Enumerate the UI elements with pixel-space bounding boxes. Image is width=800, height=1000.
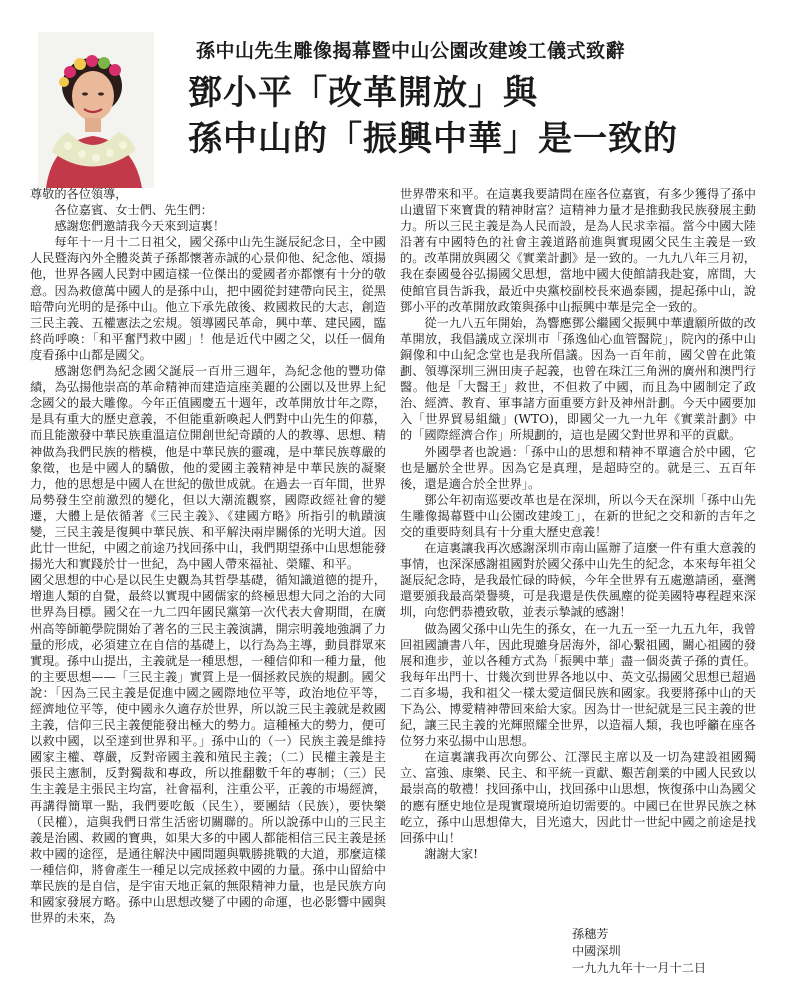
body-paragraph: 從一九八五年開始，為響應鄧公繼國父振興中華遺願所做的改革開放，我倡議成立深圳市「孫逸仙心血管醫院」，院內的孫中山銅像和中山紀念堂也是我所倡議。因為一百年前，國父曾在此策劃、領導深圳三洲田庚子起義，也曾在珠江三角洲的廣州和澳門行醫。他是「大醫王」救世，不但救了中國，而且為中國制定了政治、經濟、教育、軍事諸方面重要方針及神州計劃。今天中國要加入「世界貿易組織」(WTO)，即國父一九一九年《實業計劃》中的「國際經濟合作」所規劃的，這也是國父對世界和平的貢獻。 xyxy=(400,315,756,443)
body-paragraph: 世界帶來和平。在這裏我要請問在座各位嘉賓，有多少獲得了孫中山遺留下來寶貴的精神財富？這精神力量才是推動我民族發展主動力。所以三民主義是為人民而設，是為人民求幸福。當今中國大陸沿著有中國特色的社會主義道路前進與實現國父民生主義是一致的。改革開放與國父《實業計劃》是一致的。一九九八年三月初，我在泰國曼谷弘揚國父思想，當地中國大使館請我赴宴，席間，大使館官員告訴我，最近中央黨校副校長來過泰國，提起孫中山，說鄧小平的改革開放政策與孫中山振興中華是完全一致的。 xyxy=(400,187,756,314)
body-paragraph: 在這裏讓我再次感謝深圳市南山區辦了這麼一件有重大意義的事情，也深深感謝祖國對於國父孫中山先生的紀念，本來每年祖父誕辰紀念時，是我最忙碌的時候，今年全世界有五處邀請函，臺灣還要頒我最高榮譽獎，可是我還是佚佚風塵的從美國特專程趕來深圳，向您們恭禮致敬，並表示摯誠的感謝！ xyxy=(400,541,756,620)
body-paragraph: 感謝您們邀請我今天來到這裏！ xyxy=(54,219,226,234)
body-paragraph: 各位嘉賓、女士們、先生們： xyxy=(54,203,213,218)
author-portrait-photo xyxy=(38,32,154,188)
portrait-photo-icon xyxy=(38,32,154,188)
speech-occasion-heading: 孫中山先生雕像揭幕暨中山公園改建竣工儀式致辭 xyxy=(196,40,626,62)
body-paragraph: 感謝您們為紀念國父誕辰一百卅三週年，為紀念他的豐功偉績，為弘揚他崇高的革命精神而建造這座美麗的公園以及世界上紀念國父的最大雕像。今年正值國慶五十週年，改革開放廿年之際，是具有重大的歷史意義，不但能重新喚起人們對中山先生的仰慕，而且能激發中華民族重溫這位開創世紀奇蹟的人的教導、思想、精神做為我們民族的楷模，他是中華民族的靈魂，是中華民族尊嚴的象徵，也是中國人的驕傲，他的愛國主義精神是中華民族的凝聚力，他的思想是中國人在世紀的傲世成就。在過去一百年間，世界局勢發生空前激烈的變化，但以大潮流觀察，國際政經社會的變遷，大體上是依循著《三民主義》、《建國方略》所指引的軌蹟演變，三民主義是復興中華民族、和平解決兩岸關係的光明大道。因此廿一世紀，中國之前途乃找回孫中山，我們期望孫中山思想能發揚光大和實踐於廿一世紀，為中國人帶來福祉、榮耀、和平。 xyxy=(30,364,386,572)
body-paragraph: 每年十一月十二日祖父，國父孫中山先生誕辰紀念日，全中國人民暨海內外全體炎黃子孫都懷著赤誠的心景仰他、紀念他、頌揚他，世界各國人民對中國這樣一位傑出的愛國者亦都懷有十分的敬意。因為救億萬中國人的是孫中山，把中國從封建帶向民主，從黑暗帶向光明的是孫中山。他立下承先啟後、救國救民的大志，創造三民主義、五權憲法之宏規。領導國民革命，興中華、建民國，臨終尚呼喚：「和平奮鬥救中國」！他是近代中國之父，以任一個角度看孫中山都是國父。 xyxy=(30,235,386,362)
body-column-right xyxy=(400,186,756,862)
body-paragraph: 外國學者也說過：「孫中山的思想和精神不單適合於中國，它也是屬於全世界。因為它是真理，是超時空的。就是三、五百年後，還是適合於全世界」。 xyxy=(400,444,756,491)
article-title xyxy=(188,70,788,162)
signature-date: 一九九九年十一月十二日 xyxy=(572,961,707,975)
signature-block xyxy=(572,926,706,977)
body-paragraph: 鄧公年初南巡要改革也是在深圳，所以今天在深圳「孫中山先生雕像揭幕暨中山公園改建竣工」，在新的世紀之交和新的吉年之交的重要時刻具有十分重大歷史意義！ xyxy=(400,492,756,539)
body-paragraph: 在這裏讓我再次向鄧公、江澤民主席以及一切為建設祖國獨立、富強、康樂、民主、和平統一貢獻、艱苦創業的中國人民致以最崇高的敬禮！找回孫中山，找回孫中山思想，恢復孫中山為國父的應有歷史地位是現實環境所迫切需要的。中國已在世界民族之林屹立，孫中山思想偉大，目光遠大，因此廿一世紀中國之前途是找回孫中山！ xyxy=(400,750,756,845)
body-paragraph: 謝謝大家! xyxy=(424,846,479,861)
signature-place: 中國深圳 xyxy=(572,944,621,958)
body-paragraph: 國父思想的中心是以民生史觀為其哲學基礎，循知識道德的提升，增進人類的自覺，最終以實現中國儒家的終極思想大同之治的大同世界為目標。國父在一九二四年國民黨第一次代表大會期間，在廣州高等師範學院開始了著名的三民主義演講，開宗明義地強調了力量的形成，必須建立在自信的基礎上，以行為為主導，動員群眾來實現。孫中山提出，主義就是一種思想，一種信仰和一種力量，他的主要思想——「三民主義」實質上是一個拯救民族的規劃。國父說：「因為三民主義是促進中國之國際地位平等，政治地位平等，經濟地位平等，使中國永久適存於世界，所以說三民主義就是救國主義，信仰三民主義便能發出極大的勢力。這種極大的勢力，便可以救中國，以至達到世界和平。」孫中山的（一）民族主義是維持國家主權、尊嚴，反對帝國主義和殖民主義；（二）民權主義是主張民主憲制，反對獨裁和專政，所以推翻數千年的專制；（三）民生主義是主張民主均富，社會福利，注重公平，正義的市場經濟，再講得簡單一點，我們要吃飯（民生），要團結（民族），要快樂（民權），這與我們日常生活密切關聯的。所以說孫中山的三民主義是治國、救國的寶典，如果大多的中國人都能相信三民主義是拯救中國的途徑，是通往解決中國問題與戰勝挑戰的大道，那麼這樣一種信仰，將會產生一種足以完成拯救中國的力量。孫中山留給中華民族的是自信，是宇宙天地正氣的無限精神力量，也是民族方向和國家發展方略。孫中山思想改變了中國的命運，也必影響中國與世界的未來，為 xyxy=(30,573,386,926)
article-title-line-1: 鄧小平「改革開放」與 xyxy=(188,73,538,113)
body-paragraph: 做為國父孫中山先生的孫女，在一九五一至一九五九年，我曾回祖國讀書八年，因此現雖身居海外，卻心繫祖國，關心祖國的發展和進步，並以各種方式為「振興中華」盡一個炎黃子孫的責任。我每年出門十、廿幾次到世界各地以中、英文弘揚國父思想已超過二百多場，我和祖父一樣太愛這個民族和國家。我要將孫中山的天下為公、博愛精神帶回來給大家。因為廿一世紀就是三民主義的世紀，讓三民主義的光輝照耀全世界，以造福人類，我也呼籲在座各位努力來弘揚中山思想。 xyxy=(400,621,756,749)
article-title-line-2: 孫中山的「振興中華」是一致的 xyxy=(188,119,678,159)
body-paragraph: 尊敬的各位領導， xyxy=(30,187,128,201)
body-column-left xyxy=(30,186,386,926)
signature-name: 孫穗芳 xyxy=(572,927,609,941)
